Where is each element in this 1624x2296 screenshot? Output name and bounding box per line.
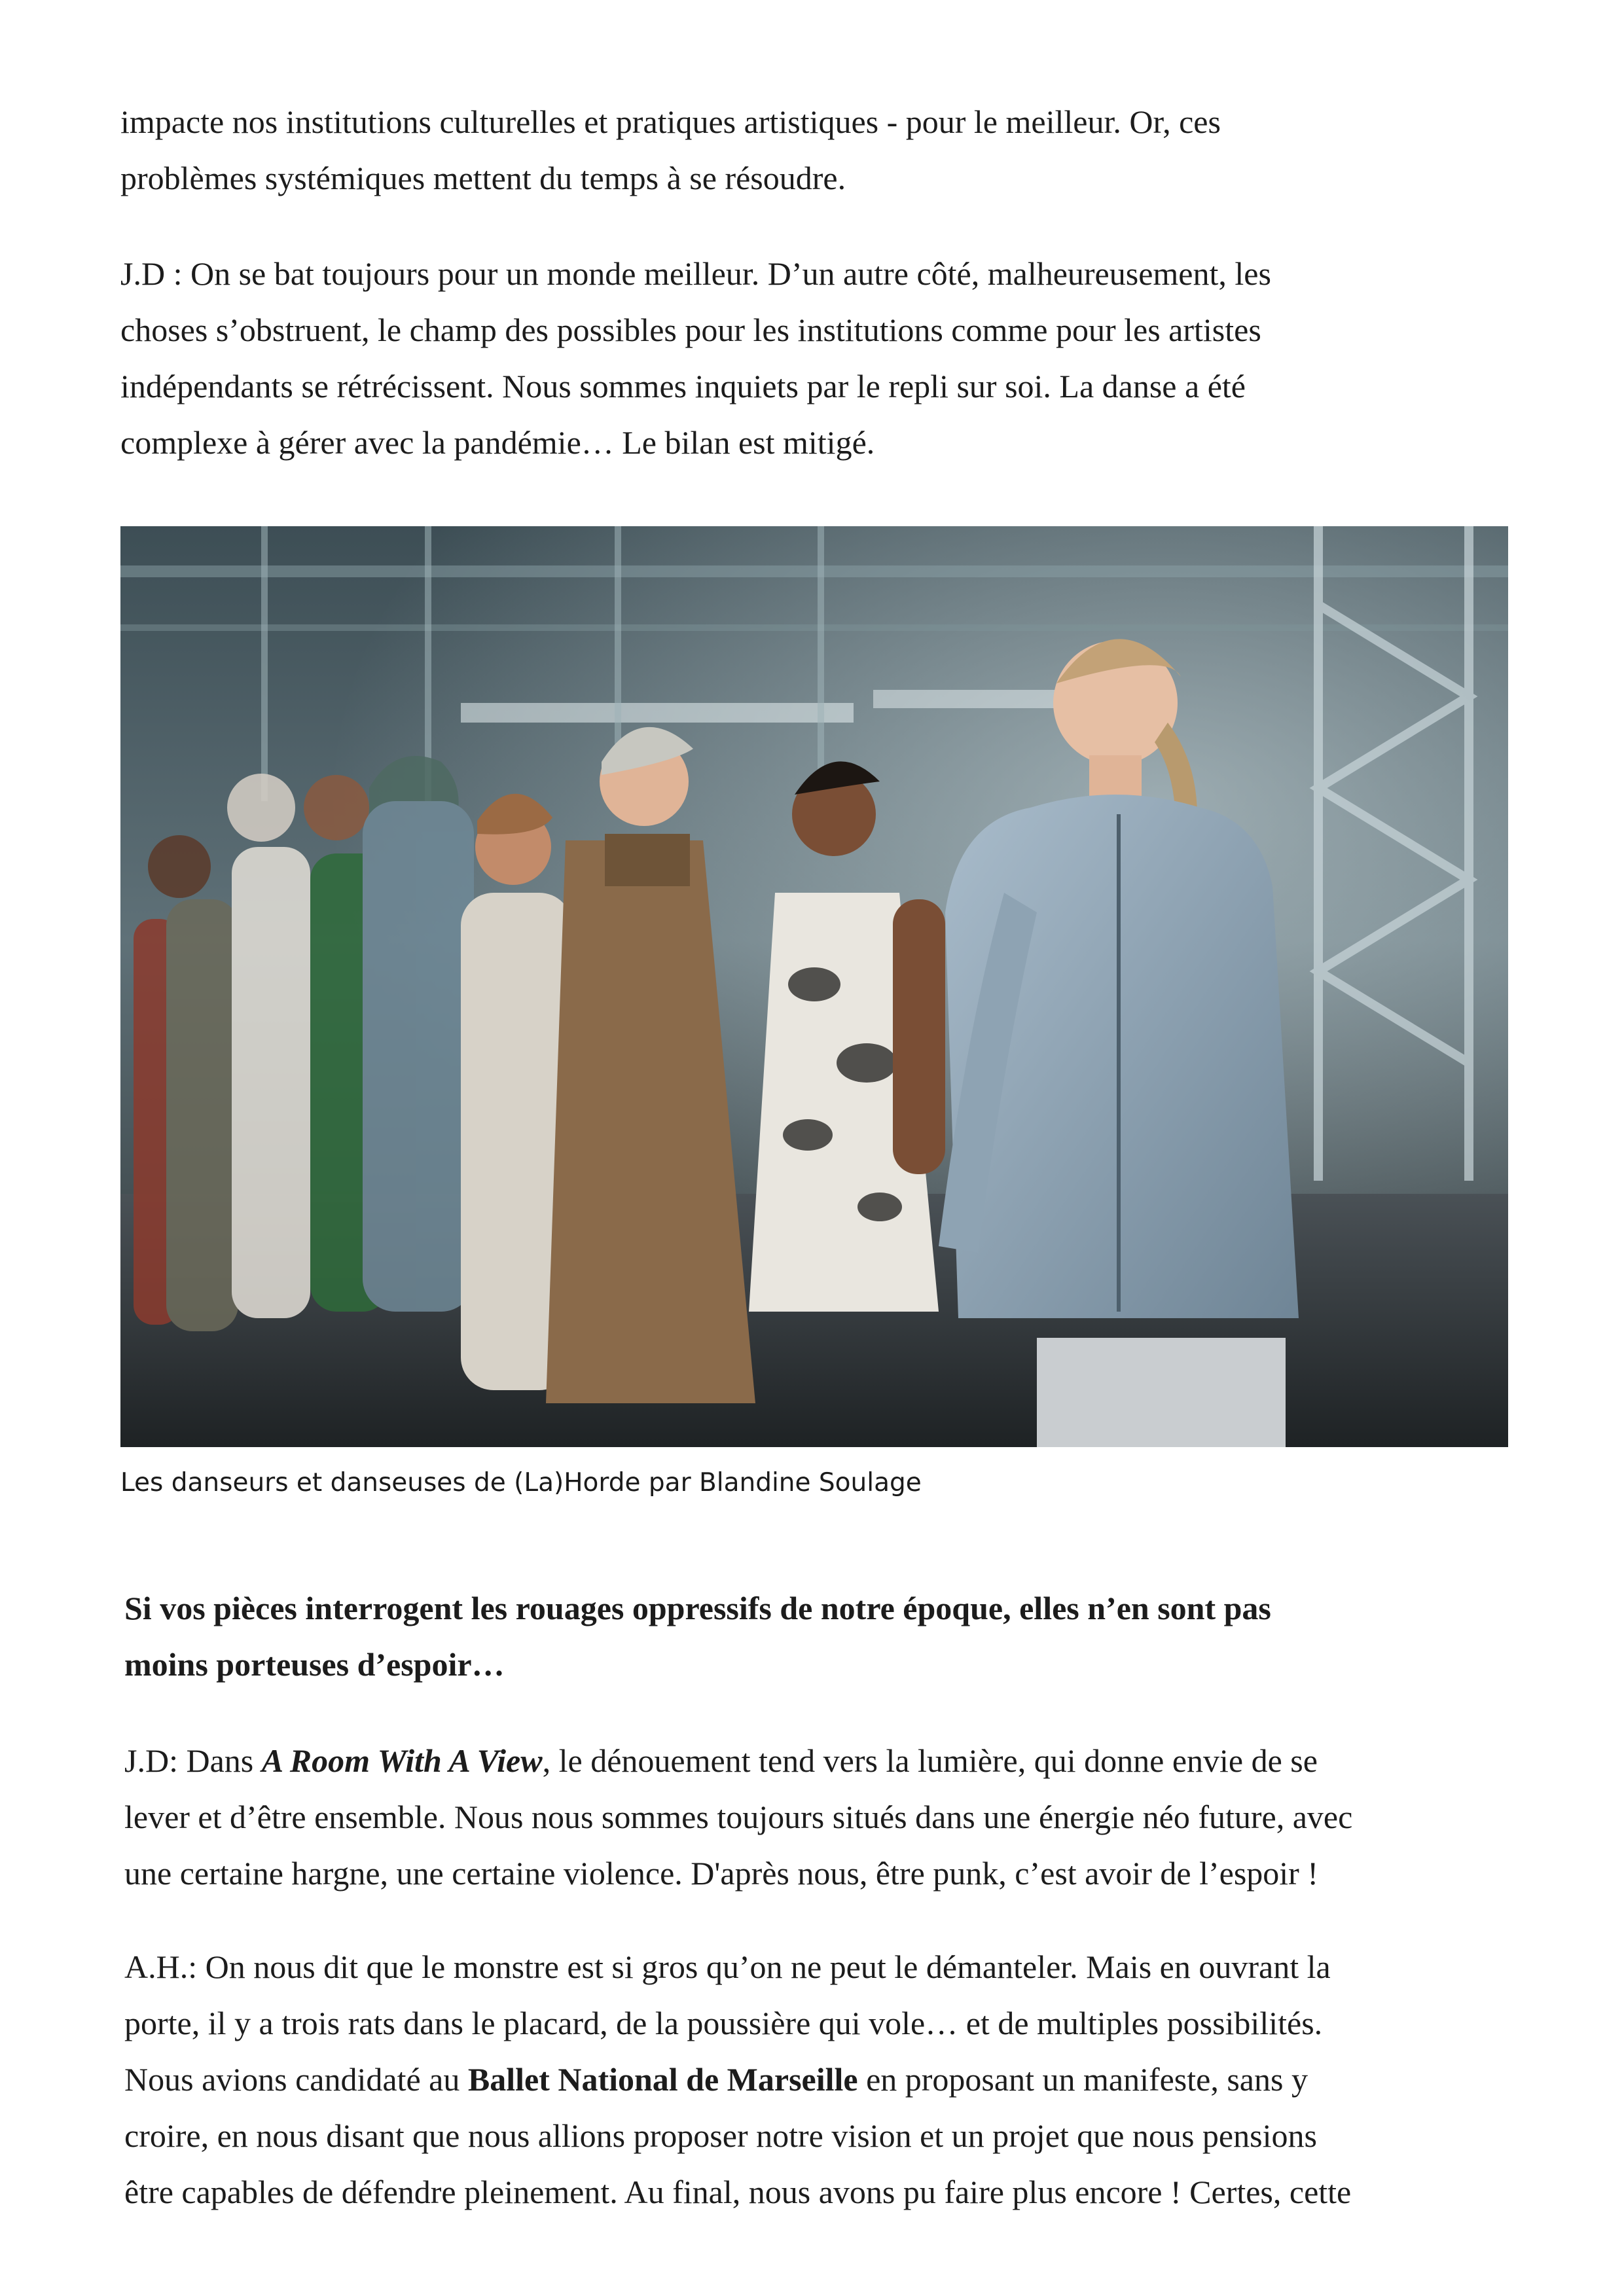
text-line: croire, en nous disant que nous allions proposer notre vision et un projet que nous pensions xyxy=(124,2117,1317,2154)
text-line: A.H.: On nous dit que le monstre est si gros qu’on ne peut le démanteler. Mais en ouvrant la xyxy=(124,1948,1331,1985)
text-line: complexe à gérer avec la pandémie… Le bilan est mitigé. xyxy=(120,424,875,461)
text-line: Si vos pièces interrogent les rouages oppressifs de notre époque, elles n’en sont pas xyxy=(124,1590,1271,1626)
text-line: moins porteuses d’espoir… xyxy=(124,1646,505,1683)
work-title: A Room With A View xyxy=(261,1742,543,1779)
paragraph-jd-hope xyxy=(124,1732,1512,1901)
paragraph-jd-answer xyxy=(120,245,1508,471)
text-line: porte, il y a trois rats dans le placard, de la poussière qui vole… et de multiples possibilités. xyxy=(124,2005,1323,2041)
interview-question xyxy=(124,1580,1512,1693)
text-line: être capables de défendre pleinement. Au final, nous avons pu faire plus encore ! Certes, cette xyxy=(124,2174,1352,2210)
text-line: choses s’obstruent, le champ des possibles pour les institutions comme pour les artistes xyxy=(120,312,1261,348)
text-span: Nous avions candidaté au xyxy=(124,2061,468,2098)
institution-name: Ballet National de Marseille xyxy=(467,2061,858,2098)
text-span: , le dénouement tend vers la lumière, qui donne envie de se xyxy=(542,1742,1318,1779)
paragraph-intro xyxy=(120,94,1508,206)
dancers-illustration xyxy=(120,526,1508,1447)
text-line: lever et d’être ensemble. Nous nous sommes toujours situés dans une énergie néo future, avec xyxy=(124,1799,1353,1835)
text-line: indépendants se rétrécissent. Nous sommes inquiets par le repli sur soi. La danse a été xyxy=(120,368,1246,404)
text-line: impacte nos institutions culturelles et pratiques artistiques - pour le meilleur. Or, ces xyxy=(120,103,1221,140)
text-line: problèmes systémiques mettent du temps à se résoudre. xyxy=(120,160,846,196)
text-line: une certaine hargne, une certaine violence. D'après nous, être punk, c’est avoir de l’espoir ! xyxy=(124,1855,1318,1892)
text-span: en proposant un manifeste, sans y xyxy=(857,2061,1308,2098)
dancers-photo xyxy=(120,526,1508,1447)
photo-caption: Les danseurs et danseuses de (La)Horde par Blandine Soulage xyxy=(120,1468,922,1498)
text-span: J.D: Dans xyxy=(124,1742,262,1779)
paragraph-ah-answer xyxy=(124,1939,1512,2220)
text-line: J.D : On se bat toujours pour un monde meilleur. D’un autre côté, malheureusement, les xyxy=(120,255,1271,292)
